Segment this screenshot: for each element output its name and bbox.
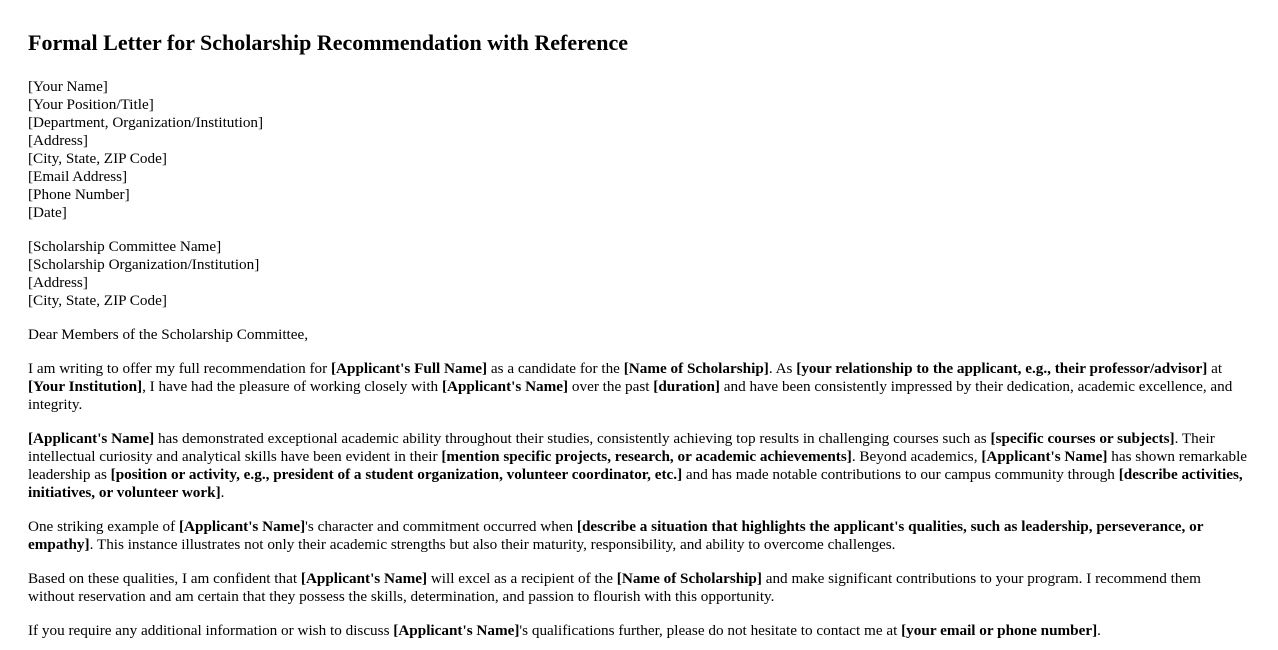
body-text: has demonstrated exceptional academic ability throughout their studies, consistently achieving top results in challenging courses such as	[154, 430, 991, 447]
recipient-line: [Scholarship Organization/Institution]	[28, 256, 260, 273]
placeholder-text: [your relationship to the applicant, e.g., their professor/advisor]	[796, 360, 1208, 377]
recipient-line: [Address]	[28, 274, 88, 291]
recipient-address-block	[28, 238, 1250, 310]
body-text: 's qualifications further, please do not hesitate to contact me at	[519, 622, 902, 639]
sender-line: [Your Position/Title]	[28, 96, 154, 113]
body-text: One striking example of	[28, 518, 179, 535]
placeholder-text: [your email or phone number]	[901, 622, 1098, 639]
sender-line: [Email Address]	[28, 168, 128, 185]
body-paragraph	[28, 570, 1250, 606]
letter-body	[28, 360, 1250, 640]
body-text: Based on these qualities, I am confident that	[28, 570, 301, 587]
placeholder-text: [Applicant's Full Name]	[330, 360, 488, 377]
placeholder-text: [Name of Scholarship]	[616, 570, 762, 587]
placeholder-text: [describe activities, initiatives, or volunteer work]	[28, 466, 1243, 501]
recipient-line: [City, State, ZIP Code]	[28, 292, 167, 309]
placeholder-text: [Applicant's Name]	[179, 518, 306, 535]
placeholder-text: [Applicant's Name]	[28, 430, 155, 447]
sender-line: [Your Name]	[28, 78, 108, 95]
placeholder-text: [Applicant's Name]	[393, 622, 520, 639]
body-paragraph	[28, 518, 1250, 554]
body-text: . This instance illustrates not only their academic strengths but also their maturity, responsibility, and ability to overcome challenges.	[89, 536, 896, 553]
body-text: as a candidate for the	[487, 360, 624, 377]
sender-line: [Phone Number]	[28, 186, 130, 203]
placeholder-text: [mention specific projects, research, or academic achievements]	[441, 448, 852, 465]
placeholder-text: [describe a situation that highlights the applicant's qualities, such as leadership, perseverance, or empathy]	[28, 518, 1204, 553]
body-text: has shown remarkable leadership as	[28, 448, 1248, 483]
placeholder-text: [Applicant's Name]	[981, 448, 1108, 465]
body-text: and have been consistently impressed by their dedication, academic excellence, and integrity.	[28, 378, 1233, 413]
placeholder-text: [Your Institution]	[28, 378, 143, 395]
body-text: over the past	[568, 378, 654, 395]
body-text: .	[1097, 622, 1101, 639]
body-paragraph	[28, 430, 1250, 502]
sender-line: [Address]	[28, 132, 88, 149]
sender-line: [Date]	[28, 204, 67, 221]
body-text: I am writing to offer my full recommendation for	[28, 360, 331, 377]
body-text: . Their intellectual curiosity and analytical skills have been evident in their	[28, 430, 1215, 465]
body-text: If you require any additional information or wish to discuss	[28, 622, 394, 639]
body-text: , I have had the pleasure of working closely with	[142, 378, 442, 395]
placeholder-text: [Applicant's Name]	[441, 378, 569, 395]
body-text: and make significant contributions to your program. I recommend them without reservation and am certain that they possess the skills, determination, and passion to flourish with this opportunity.	[28, 570, 1201, 605]
sender-line: [Department, Organization/Institution]	[28, 114, 264, 131]
sender-address-block	[28, 78, 1250, 222]
placeholder-text: [Name of Scholarship]	[623, 360, 769, 377]
salutation: Dear Members of the Scholarship Committee,	[28, 326, 309, 343]
placeholder-text: [position or activity, e.g., president of a student organization, volunteer coordinator, etc.]	[110, 466, 683, 483]
body-text: . Beyond academics,	[851, 448, 982, 465]
body-text: . As	[768, 360, 797, 377]
body-text: .	[220, 484, 225, 501]
body-text: and has made notable contributions to our campus community through	[682, 466, 1119, 483]
body-text: will excel as a recipient of the	[427, 570, 617, 587]
placeholder-text: [Applicant's Name]	[300, 570, 428, 587]
body-paragraph	[28, 360, 1250, 414]
sender-line: [City, State, ZIP Code]	[28, 150, 167, 167]
page-title: Formal Letter for Scholarship Recommendation with Reference	[28, 30, 628, 55]
placeholder-text: [duration]	[653, 378, 720, 395]
body-paragraph	[28, 622, 1250, 640]
placeholder-text: [specific courses or subjects]	[990, 430, 1175, 447]
recipient-line: [Scholarship Committee Name]	[28, 238, 222, 255]
body-text: 's character and commitment occurred when	[305, 518, 577, 535]
body-text: at	[1207, 360, 1223, 377]
